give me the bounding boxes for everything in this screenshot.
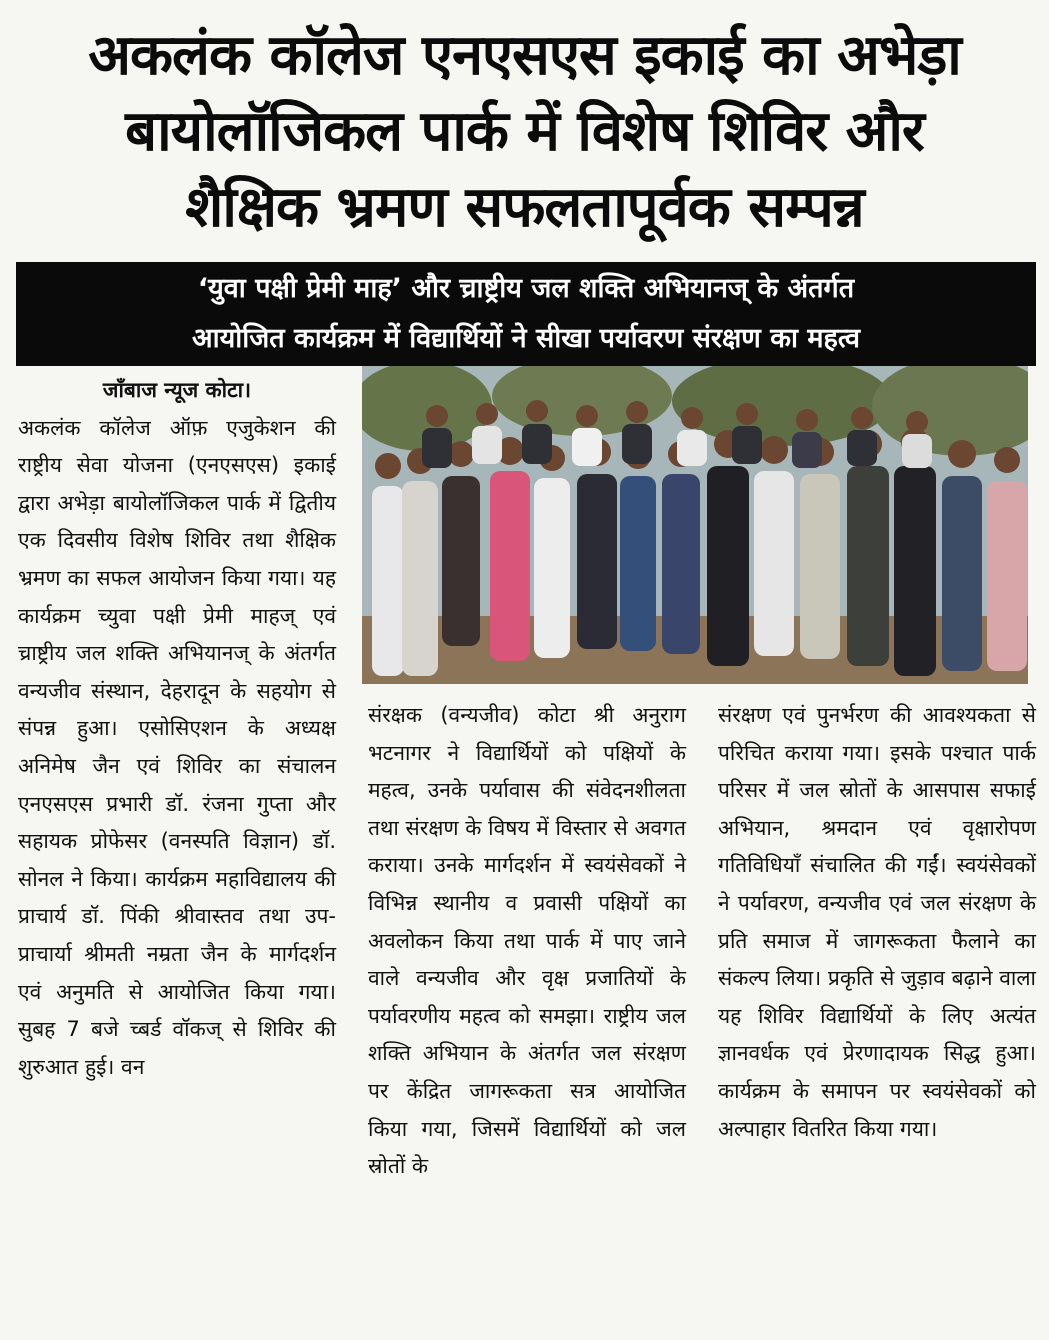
headline-line-1: अकलंक कॉलेज एनएसएस इकाई का अभेड़ा	[88, 23, 961, 88]
headline-line-3: शैक्षिक भ्रमण सफलतापूर्वक सम्पन्न	[185, 175, 864, 240]
headline	[0, 18, 1049, 246]
subheadline-banner	[16, 262, 1036, 366]
article-text-1: अकलंक कॉलेज ऑफ़ एजुकेशन की राष्ट्रीय सेवा योजना (एनएसएस) इकाई द्वारा अभेड़ा बायोलॉजिकल पार्क में द्वितीय एक दिवसीय विशेष शिविर तथा शैक्षिक भ्रमण का सफल आयोजन किया गया। यह कार्यक्रम च्युवा पक्षी प्रेमी माहज् एवं च्राष्ट्रीय जल शक्ति अभियानज् के अंतर्गत वन्यजीव संस्थान, देहरादून के सहयोग से संपन्न हुआ। एसोसिएशन के अध्यक्ष अनिमेष जैन एवं शिविर का संचालन एनएसएस प्रभारी डॉ. रंजना गुप्ता और सहायक प्रोफेसर (वनस्पति विज्ञान) डॉ. सोनल ने किया। कार्यक्रम महाविद्यालय की प्राचार्य डॉ. पिंकी श्रीवास्तव तथा उप-प्राचार्या श्रीमती नम्रता जैन के मार्गदर्शन एवं अनुमति से आयोजित किया गया। सुबह 7 बजे च्बर्ड वॉकज् से शिविर की शुरुआत हुई। वन	[18, 415, 336, 1079]
article-column-3	[718, 697, 1036, 1148]
article-text-3: संरक्षण एवं पुनर्भरण की आवश्यकता से परिचित कराया गया। इसके पश्चात पार्क परिसर में जल स्रोतों के आसपास सफाई अभियान, श्रमदान एवं वृक्षारोपण गतिविधियाँ संचालित की गईं। स्वयंसेवकों ने पर्यावरण, वन्यजीव एवं जल संरक्षण के प्रति समाज में जागरूकता फैलाने का संकल्प लिया। प्रकृति से जुड़ाव बढ़ाने वाला यह शिविर विद्यार्थियों के लिए अत्यंत ज्ञानवर्धक एवं प्रेरणादायक सिद्ध हुआ। कार्यक्रम के समापन पर स्वयंसेवकों को अल्पाहार वितरित किया गया।	[718, 703, 1036, 1141]
headline-line-2: बायोलॉजिकल पार्क में विशेष शिविर और	[125, 99, 924, 164]
article-text-2: संरक्षक (वन्यजीव) कोटा श्री अनुराग भटनागर ने विद्यार्थियों को पक्षियों के महत्व, उनके पर्यावास की संवेदनशीलता तथा संरक्षण के विषय में विस्तार से अवगत कराया। उनके मार्गदर्शन में स्वयंसेवकों ने विभिन्न स्थानीय व प्रवासी पक्षियों का अवलोकन किया तथा पार्क में पाए जाने वाले वन्यजीव और वृक्ष प्रजातियों के पर्यावरणीय महत्व को समझा। राष्ट्रीय जल शक्ति अभियान के अंतर्गत जल संरक्षण पर केंद्रित जागरूकता सत्र आयोजित किया गया, जिसमें विद्यार्थियों को जल स्रोतों के	[368, 703, 686, 1179]
article-column-1	[18, 372, 336, 1086]
group-photo-illustration	[362, 366, 1028, 684]
subheadline-line-1: ‘युवा पक्षी प्रेमी माह’ और च्राष्ट्रीय जल शक्ति अभियानज् के अंतर्गत	[197, 273, 855, 304]
subheadline-line-2: आयोजित कार्यक्रम में विद्यार्थियों ने सीखा पर्यावरण संरक्षण का महत्व	[191, 323, 860, 354]
dateline: जाँबाज न्यूज कोटा।	[102, 378, 252, 402]
article-column-2	[368, 697, 686, 1186]
group-photo	[362, 366, 1028, 684]
